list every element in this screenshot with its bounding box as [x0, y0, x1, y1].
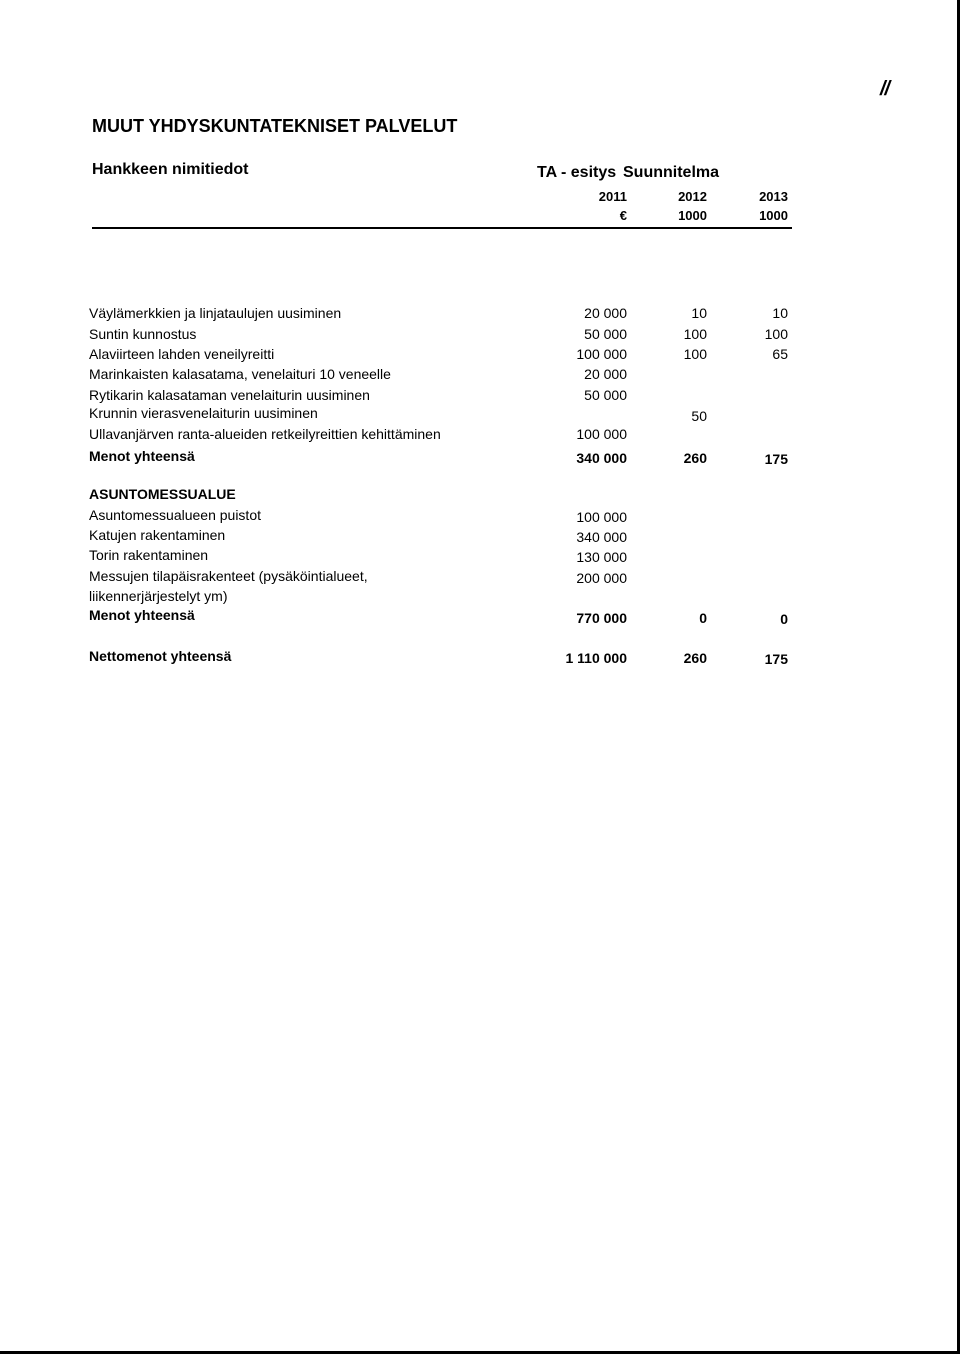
- total-2011: 770 000: [576, 610, 627, 626]
- table-row: [0, 387, 960, 407]
- table-row: [0, 346, 960, 366]
- project-name-header: Hankkeen nimitiedot: [92, 161, 249, 178]
- value-2013: 10: [772, 305, 788, 321]
- page-mark: //: [880, 78, 890, 100]
- value-2013: 65: [772, 346, 788, 362]
- row-label: Väylämerkkien ja linjataulujen uusiminen: [89, 305, 342, 321]
- row-label: Marinkaisten kalasatama, venelaituri 10 veneelle: [89, 366, 391, 382]
- total-2013: 175: [764, 451, 788, 467]
- row-label: Asuntomessualueen puistot: [89, 507, 261, 523]
- table-row: [0, 305, 960, 325]
- row-label: Ullavanjärven ranta-alueiden retkeilyreittien kehittäminen: [89, 426, 441, 442]
- table-row: [0, 326, 960, 346]
- net-total-label: Nettomenot yhteensä: [89, 648, 232, 664]
- row-label: Messujen tilapäisrakenteet (pysäköintialueet,: [89, 568, 368, 584]
- row-label: Alaviirteen lahden veneilyreitti: [89, 346, 275, 362]
- year-2013-header: 2013: [759, 189, 788, 204]
- net-total-2011: 1 110 000: [565, 650, 627, 666]
- year-2012-header: 2012: [678, 189, 707, 204]
- table-row: [0, 547, 960, 567]
- value-2011: 100 000: [576, 426, 627, 442]
- plan-header: Suunnitelma: [623, 164, 720, 181]
- section-heading-label: ASUNTOMESSUALUE: [89, 486, 236, 502]
- row-label: Rytikarin kalasataman venelaiturin uusiminen: [89, 387, 370, 403]
- value-2011: 130 000: [576, 549, 627, 565]
- total-2012: 260: [683, 450, 707, 466]
- page-title: MUUT YHDYSKUNTATEKNISET PALVELUT: [92, 116, 458, 136]
- unit-2012-header: 1000: [678, 208, 707, 223]
- value-2011: 50 000: [584, 387, 627, 403]
- year-2011-header: 2011: [598, 189, 627, 204]
- value-2012: 50: [691, 408, 707, 424]
- row-label: Katujen rakentaminen: [89, 527, 226, 543]
- value-2012: 10: [691, 305, 707, 321]
- row-label: Krunnin vierasvenelaiturin uusiminen: [89, 405, 318, 421]
- value-2011: 200 000: [576, 570, 627, 586]
- value-2011: 100 000: [576, 346, 627, 362]
- row-label: Torin rakentaminen: [89, 547, 209, 563]
- table-row: [0, 426, 960, 446]
- table-row: [0, 366, 960, 386]
- value-2012: 100: [683, 326, 707, 342]
- value-2011: 20 000: [584, 305, 627, 321]
- total-label: Menot yhteensä: [89, 448, 195, 464]
- net-total-2013: 175: [764, 651, 788, 667]
- unit-2013-header: 1000: [759, 208, 788, 223]
- value-2011: 100 000: [576, 509, 627, 525]
- ta-proposal-header: TA - esitys: [537, 164, 617, 181]
- table-row: [0, 405, 960, 425]
- header-divider: [92, 227, 792, 229]
- table-row: [0, 507, 960, 527]
- net-total-row: [0, 648, 960, 668]
- table-row: [0, 568, 960, 588]
- table-row: [0, 527, 960, 547]
- unit-2011-header: €: [619, 208, 627, 223]
- value-2011: 50 000: [584, 326, 627, 342]
- table-row: [0, 588, 960, 608]
- total-2011: 340 000: [576, 450, 627, 466]
- total-row: [0, 607, 960, 627]
- row-label: liikennerjärjestelyt ym): [89, 588, 228, 604]
- row-label: Suntin kunnostus: [89, 326, 197, 342]
- net-total-2012: 260: [683, 650, 707, 666]
- value-2011: 340 000: [576, 529, 627, 545]
- section-heading: [0, 486, 960, 506]
- value-2012: 100: [683, 346, 707, 362]
- total-2012: 0: [699, 610, 707, 626]
- total-row: [0, 448, 960, 468]
- value-2013: 100: [764, 326, 788, 342]
- total-label: Menot yhteensä: [89, 607, 195, 623]
- value-2011: 20 000: [584, 366, 627, 382]
- total-2013: 0: [780, 611, 788, 627]
